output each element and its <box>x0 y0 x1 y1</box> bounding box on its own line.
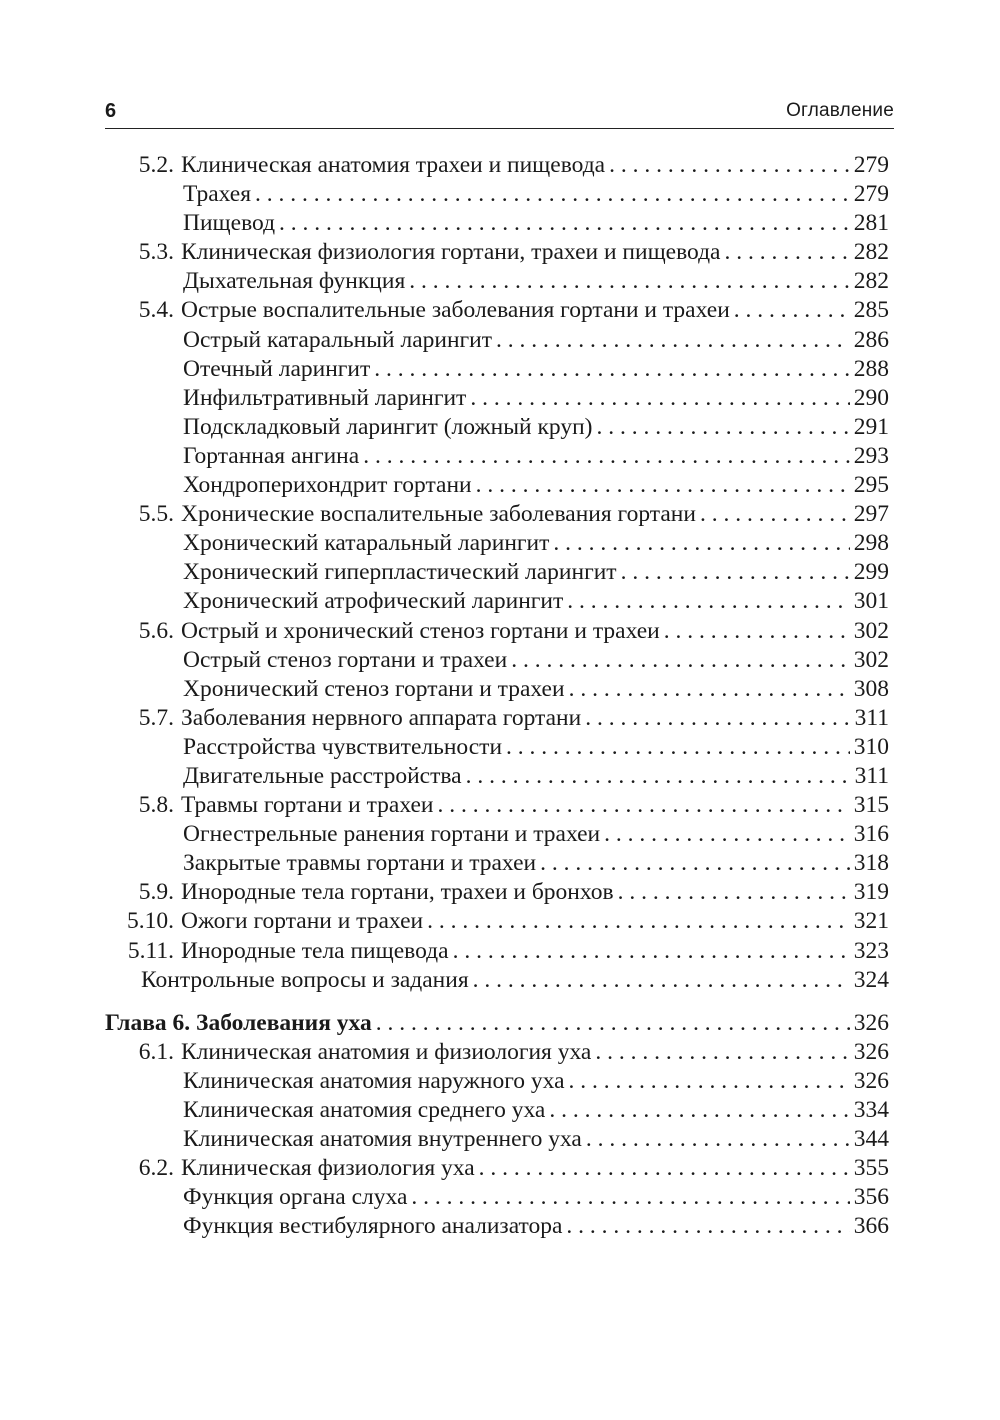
toc-entry-page: 295 <box>853 472 889 499</box>
toc-entry-title: Расстройства чувствительности <box>183 733 503 760</box>
dot-leader <box>549 1096 849 1125</box>
toc-entry <box>105 1183 889 1212</box>
toc-entry-page: 301 <box>853 588 889 615</box>
toc-entry-title: Клиническая анатомия и физиология уха <box>181 1038 592 1065</box>
toc-entry-title: Закрытые травмы гортани и трахеи <box>183 850 537 877</box>
toc-entry-page: 282 <box>853 268 889 295</box>
toc-entry-page: 344 <box>853 1126 889 1153</box>
toc-entry-title: Острый стеноз гортани и трахеи <box>183 646 508 673</box>
dot-leader <box>506 733 850 762</box>
toc-entry-page: 356 <box>853 1184 889 1211</box>
toc-entry-title: Клиническая физиология гортани, трахеи и пищевода <box>181 239 721 266</box>
dot-leader <box>511 646 850 675</box>
toc-entry <box>105 413 889 442</box>
toc-entry-page: 308 <box>853 675 889 702</box>
dot-leader <box>363 442 850 471</box>
toc-entry <box>105 1009 889 1038</box>
dot-leader <box>376 1009 850 1038</box>
dot-leader <box>411 1183 849 1212</box>
toc-entry-page: 282 <box>853 239 889 266</box>
toc-entry-page: 286 <box>853 326 889 353</box>
toc-entry-title: Функция вестибулярного анализатора <box>183 1213 563 1240</box>
toc-entry-title: Клиническая физиология уха <box>181 1155 475 1182</box>
toc-entry-title: Инфильтративный ларингит <box>183 384 467 411</box>
toc-entry-title: Заболевания нервного аппарата гортани <box>181 704 582 731</box>
page-number: 6 <box>105 100 117 122</box>
dot-leader <box>438 791 850 820</box>
toc-entry-page: 285 <box>853 297 889 324</box>
dot-leader <box>604 820 850 849</box>
toc-entry <box>105 617 889 646</box>
toc-entry <box>105 471 889 500</box>
dot-leader <box>586 1125 850 1154</box>
toc-entry-number: 5.5. <box>138 501 174 528</box>
dot-leader <box>496 326 850 355</box>
toc-entry-page: 326 <box>853 1038 889 1065</box>
dot-leader <box>725 238 850 267</box>
toc-entry-page: 281 <box>853 210 889 237</box>
toc-entry-title: Глава 6. Заболевания уха <box>105 1009 372 1036</box>
toc-entry-page: 299 <box>853 559 889 586</box>
dot-leader <box>374 355 849 384</box>
toc-entry-title: Пищевод <box>183 210 276 237</box>
toc-entry <box>105 675 889 704</box>
dot-leader <box>734 296 850 325</box>
toc-entry-title: Хронический стеноз гортани и трахеи <box>183 675 565 702</box>
toc-entry-title: Хондроперихондрит гортани <box>183 472 472 499</box>
dot-leader <box>700 500 850 529</box>
toc-entry-title: Трахея <box>183 181 252 208</box>
table-of-contents <box>105 151 889 1241</box>
toc-entry-title: Инородные тела гортани, трахеи и бронхов <box>181 879 614 906</box>
toc-entry-page: 279 <box>853 181 889 208</box>
toc-entry-title: Дыхательная функция <box>183 268 406 295</box>
toc-entry <box>105 1096 889 1125</box>
dot-leader <box>409 267 849 296</box>
toc-entry-title: Инородные тела пищевода <box>181 937 449 964</box>
toc-entry-page: 288 <box>853 355 889 382</box>
toc-entry-number: 5.3. <box>138 239 174 266</box>
toc-entry-title: Отечный ларингит <box>183 355 371 382</box>
toc-entry-title: Огнестрельные ранения гортани и трахеи <box>183 821 601 848</box>
toc-entry <box>105 500 889 529</box>
toc-entry <box>105 762 889 791</box>
dot-leader <box>466 762 851 791</box>
toc-entry-number: 6.1. <box>138 1038 174 1065</box>
toc-entry <box>105 704 889 733</box>
dot-leader <box>540 849 850 878</box>
toc-entry-page: 323 <box>853 937 889 964</box>
toc-entry <box>105 384 889 413</box>
toc-entry-page: 366 <box>853 1213 889 1240</box>
running-header <box>105 96 894 129</box>
dot-leader <box>569 1067 850 1096</box>
toc-entry <box>105 646 889 675</box>
toc-entry-title: Клиническая анатомия внутреннего уха <box>183 1126 582 1153</box>
toc-entry-page: 311 <box>854 704 889 731</box>
toc-entry <box>105 1212 889 1241</box>
toc-entry-page: 311 <box>854 762 889 789</box>
dot-leader <box>427 907 850 936</box>
toc-entry <box>105 1154 889 1183</box>
dot-leader <box>553 529 849 558</box>
toc-entry-title: Хронические воспалительные заболевания гортани <box>181 501 696 528</box>
toc-entry <box>105 733 889 762</box>
toc-entry-number: 5.10. <box>127 908 174 935</box>
toc-entry-page: 318 <box>853 850 889 877</box>
toc-entry-page: 279 <box>853 152 889 178</box>
toc-entry-number: 5.2. <box>138 152 174 178</box>
toc-entry <box>105 1038 889 1067</box>
dot-leader <box>595 1038 849 1067</box>
toc-entry <box>105 791 889 820</box>
toc-entry-title: Ожоги гортани и трахеи <box>181 908 424 935</box>
toc-entry-number: 5.11. <box>127 937 174 964</box>
toc-entry-title: Клиническая анатомия среднего уха <box>183 1097 546 1123</box>
toc-entry <box>105 849 889 878</box>
toc-entry <box>105 355 889 384</box>
toc-entry-title: Контрольные вопросы и задания <box>141 966 469 993</box>
toc-entry <box>105 529 889 558</box>
dot-leader <box>609 151 850 180</box>
toc-entry-title: Острые воспалительные заболевания гортани и трахеи <box>181 297 730 324</box>
toc-entry-page: 290 <box>853 384 889 411</box>
toc-entry-page: 315 <box>853 792 889 819</box>
dot-leader <box>479 1154 850 1183</box>
toc-entry-number: 5.4. <box>138 297 174 324</box>
toc-entry <box>105 820 889 849</box>
dot-leader <box>470 384 849 413</box>
toc-entry-title: Двигательные расстройства <box>183 762 462 789</box>
toc-entry-title: Клиническая анатомия наружного уха <box>183 1067 565 1094</box>
dot-leader <box>255 180 850 209</box>
toc-entry-number: 5.9. <box>138 879 174 906</box>
toc-entry-title: Хронический катаральный ларингит <box>183 530 550 557</box>
dot-leader <box>569 675 850 704</box>
toc-entry-page: 293 <box>853 442 889 469</box>
toc-entry-title: Хронический атрофический ларингит <box>183 588 564 615</box>
toc-entry <box>105 267 889 296</box>
toc-entry-page: 324 <box>853 966 889 993</box>
toc-entry-page: 297 <box>853 501 889 528</box>
toc-entry <box>105 907 889 936</box>
toc-entry-title: Травмы гортани и трахеи <box>181 792 434 819</box>
toc-entry-page: 316 <box>853 821 889 848</box>
toc-entry-page: 291 <box>853 413 889 440</box>
dot-leader <box>453 937 850 966</box>
toc-entry-number: 5.8. <box>138 792 174 819</box>
toc-entry-page: 334 <box>853 1097 889 1123</box>
toc-entry-title: Острый катаральный ларингит <box>183 326 493 353</box>
toc-entry-number: 5.7. <box>138 704 174 731</box>
toc-entry <box>105 180 889 209</box>
dot-leader <box>473 966 850 995</box>
dot-leader <box>618 878 850 907</box>
toc-entry-title: Острый и хронический стеноз гортани и трахеи <box>181 617 660 644</box>
toc-entry-page: 302 <box>853 617 889 644</box>
toc-entry-number: 5.6. <box>138 617 174 644</box>
toc-entry-title: Функция органа слуха <box>183 1184 408 1211</box>
toc-entry <box>105 558 889 587</box>
dot-leader <box>566 1212 849 1241</box>
toc-entry <box>105 326 889 355</box>
toc-entry-page: 319 <box>853 879 889 906</box>
dot-leader <box>596 413 849 442</box>
toc-entry-title: Клиническая анатомия трахеи и пищевода <box>181 152 606 178</box>
toc-entry <box>105 587 889 616</box>
running-title: Оглавление <box>786 100 894 121</box>
toc-entry-page: 355 <box>853 1155 889 1182</box>
dot-leader <box>585 704 850 733</box>
toc-entry-title: Подскладковый ларингит (ложный круп) <box>183 413 593 440</box>
dot-leader <box>279 209 850 238</box>
toc-entry <box>105 151 889 180</box>
toc-entry-number: 6.2. <box>138 1155 174 1182</box>
toc-entry <box>105 442 889 471</box>
toc-entry <box>105 296 889 325</box>
toc-entry-page: 326 <box>853 1067 889 1094</box>
toc-entry <box>105 966 889 995</box>
toc-entry <box>105 937 889 966</box>
toc-entry <box>105 238 889 267</box>
dot-leader <box>567 587 849 616</box>
toc-entry <box>105 1067 889 1096</box>
toc-entry <box>105 878 889 907</box>
dot-leader <box>476 471 850 500</box>
dot-leader <box>664 617 850 646</box>
toc-entry-page: 298 <box>853 530 889 557</box>
toc-entry-page: 321 <box>853 908 889 935</box>
toc-entry-title: Гортанная ангина <box>183 442 360 469</box>
dot-leader <box>621 558 850 587</box>
toc-entry <box>105 209 889 238</box>
toc-entry-page: 302 <box>853 646 889 673</box>
toc-entry-page: 310 <box>853 733 889 760</box>
toc-entry-page: 326 <box>853 1009 889 1036</box>
toc-entry <box>105 1125 889 1154</box>
toc-entry-title: Хронический гиперпластический ларингит <box>183 559 617 586</box>
